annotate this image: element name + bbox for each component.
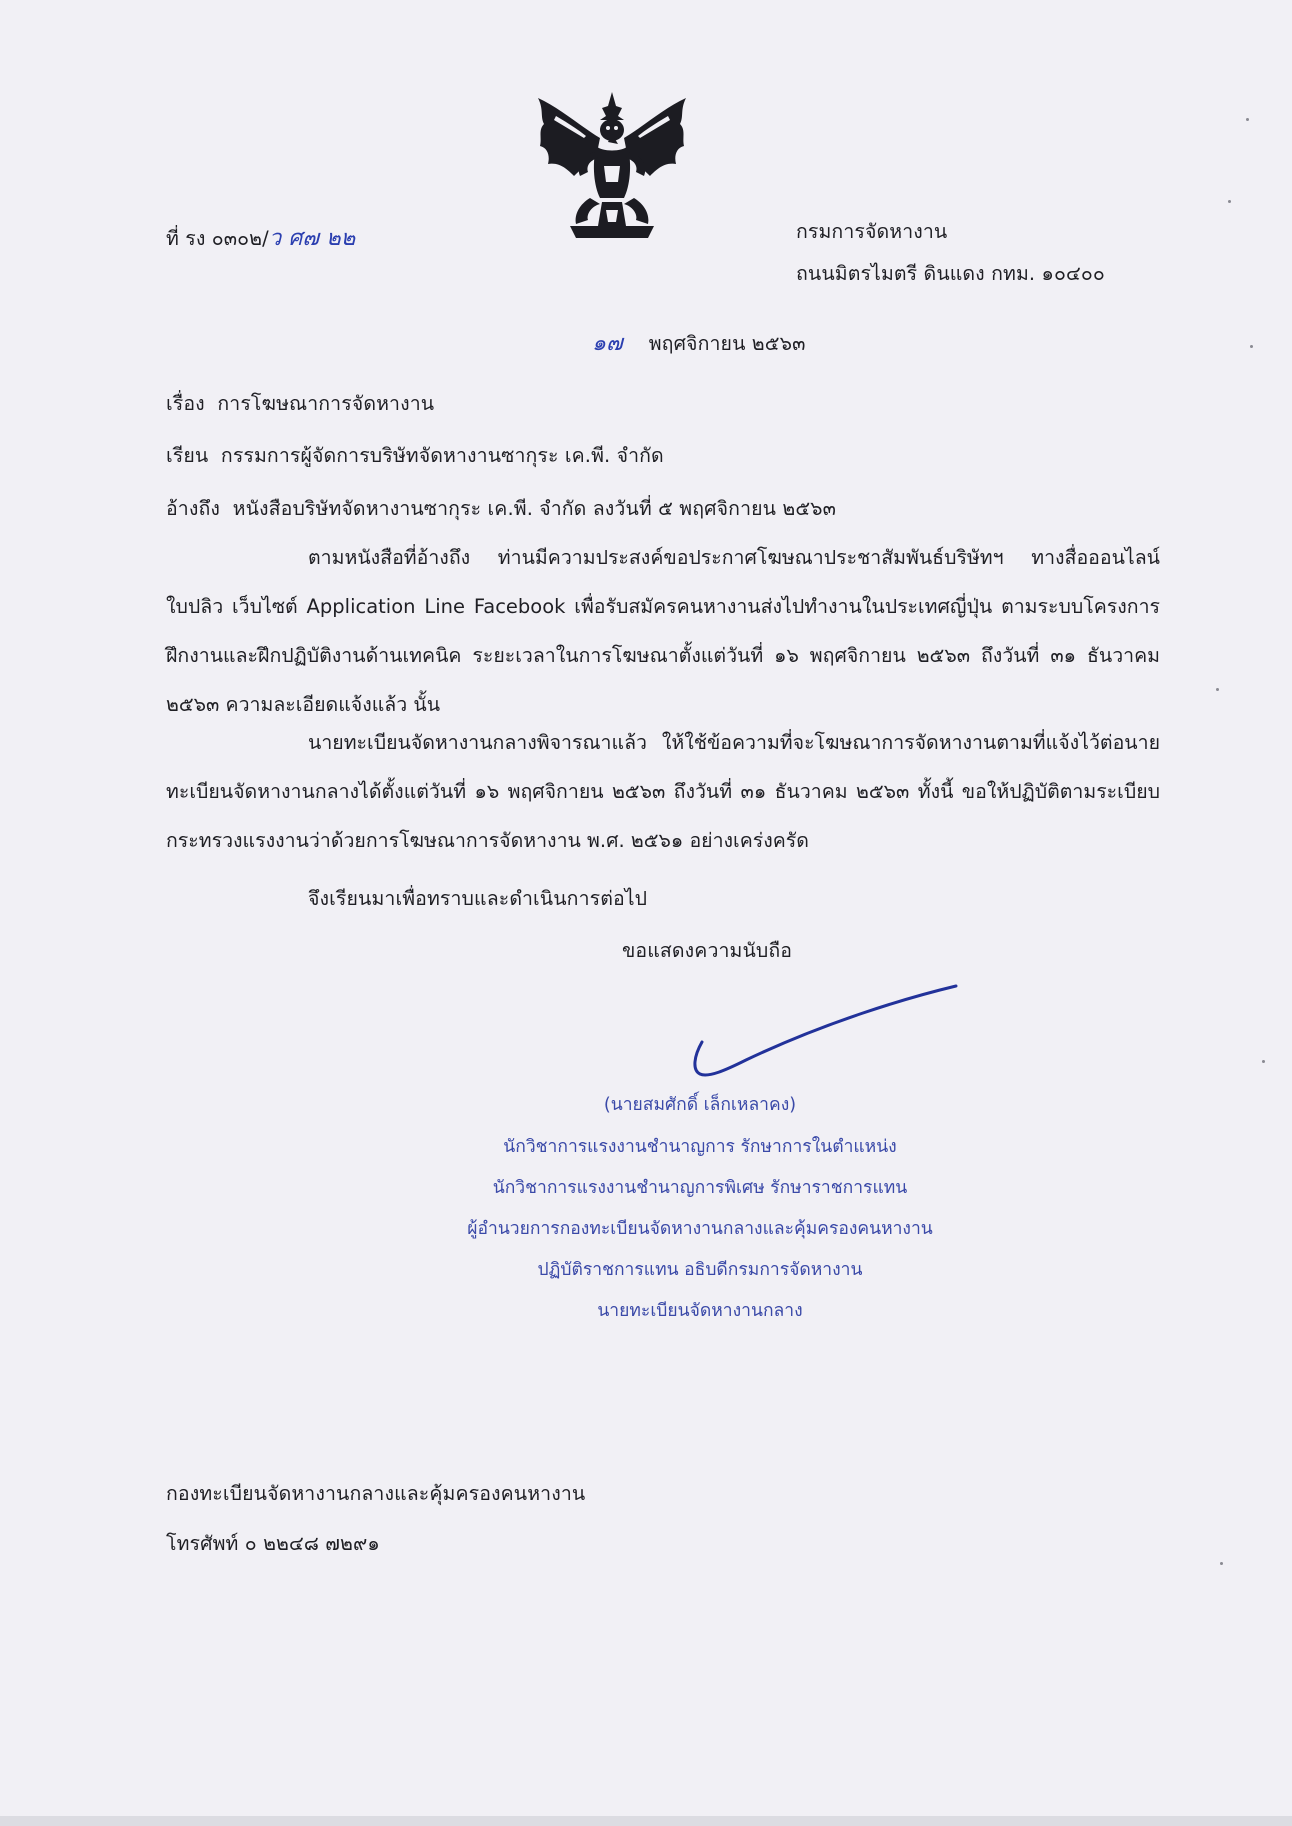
recipient-line bbox=[166, 440, 664, 471]
body-paragraph-2 bbox=[166, 718, 1160, 865]
signatory-position-3: ผู้อำนวยการกองทะเบียนจัดหางานกลางและคุ้มครองคนหางาน bbox=[467, 1219, 933, 1239]
date-day-handwritten: ๑๗ bbox=[592, 331, 623, 356]
recipient-value: กรรมการผู้จัดการบริษัทจัดหางานซากุระ เค.พี. จำกัด bbox=[220, 444, 664, 467]
body-paragraph-3: จึงเรียนมาเพื่อทราบและดำเนินการต่อไป bbox=[308, 887, 648, 910]
footer-division: กองทะเบียนจัดหางานกลางและคุ้มครองคนหางาน bbox=[166, 1482, 586, 1505]
body-paragraph-1 bbox=[166, 533, 1160, 729]
reference-value: หนังสือบริษัทจัดหางานซากุระ เค.พี. จำกัด ลงวันที่ ๕ พฤศจิกายน ๒๕๖๓ bbox=[232, 497, 837, 520]
signature-icon bbox=[686, 982, 966, 1086]
scan-speck bbox=[1216, 688, 1219, 691]
signatory-position-1: นักวิชาการแรงงานชำนาญการ รักษาการในตำแหน่ง bbox=[503, 1137, 897, 1157]
signatory-position-2: นักวิชาการแรงงานชำนาญการพิเศษ รักษาราชการแทน bbox=[492, 1178, 908, 1198]
subject-line bbox=[166, 388, 434, 419]
closing: ขอแสดงความนับถือ bbox=[622, 939, 793, 962]
reference-handwritten: ว ศ๗ ๒๒ bbox=[268, 226, 356, 251]
office-address: ถนนมิตรไมตรี ดินแดง กทม. ๑๐๔๐๐ bbox=[796, 262, 1105, 285]
reference-prefix: ที่ รง ๐๓๐๒/ bbox=[166, 227, 269, 250]
reference-number bbox=[166, 220, 355, 255]
scan-speck bbox=[1246, 118, 1249, 121]
signatory-position-5: นายทะเบียนจัดหางานกลาง bbox=[597, 1301, 803, 1321]
body-paragraph-1-text: ตามหนังสือที่อ้างถึง ท่านมีความประสงค์ขอประกาศโฆษณาประชาสัมพันธ์บริษัทฯ ทางสื่อออนไลน์ ใบปลิว เว็บไซต์ Application Line Facebook เพื่อรับสมัครคนหางานส่งไปทำงานในประเทศญี่ปุ่น ตามระบบโครงการฝึกงานและฝึกปฏิบัติงานด้านเทคนิค ระยะเวลาในการโฆษณาตั้งแต่วันที่ ๑๖ พฤศจิกายน ๒๕๖๓ ถึงวันที่ ๓๑ ธันวาคม ๒๕๖๓ ความละเอียดแจ้งแล้ว นั้น bbox=[166, 546, 1160, 716]
subject-label: เรื่อง bbox=[166, 392, 205, 415]
scan-speck bbox=[1262, 1060, 1265, 1063]
garuda-emblem-icon bbox=[530, 86, 695, 244]
scan-bottom-edge bbox=[0, 1816, 1292, 1826]
reference-line bbox=[166, 493, 836, 524]
scan-speck bbox=[1228, 200, 1231, 203]
date-month-year: พฤศจิกายน ๒๕๖๓ bbox=[648, 332, 806, 355]
scan-speck bbox=[1250, 345, 1253, 348]
recipient-label: เรียน bbox=[166, 444, 209, 467]
reference-label: อ้างถึง bbox=[166, 497, 221, 520]
letter-date bbox=[592, 325, 806, 360]
scan-speck bbox=[1220, 1562, 1223, 1565]
signatory-position-4: ปฏิบัติราชการแทน อธิบดีกรมการจัดหางาน bbox=[537, 1260, 863, 1280]
subject-value: การโฆษณาการจัดหางาน bbox=[217, 392, 435, 415]
body-paragraph-2-text: นายทะเบียนจัดหางานกลางพิจารณาแล้ว ให้ใช้ข้อความที่จะโฆษณาการจัดหางานตามที่แจ้งไว้ต่อนายทะเบียนจัดหางานกลางได้ตั้งแต่วันที่ ๑๖ พฤศจิกายน ๒๕๖๓ ถึงวันที่ ๓๑ ธันวาคม ๒๕๖๓ ทั้งนี้ ขอให้ปฏิบัติตามระเบียบกระทรวงแรงงานว่าด้วยการโฆษณาการจัดหางาน พ.ศ. ๒๕๖๑ อย่างเคร่งครัด bbox=[166, 731, 1160, 852]
office-name: กรมการจัดหางาน bbox=[796, 220, 948, 243]
signatory-name: (นายสมศักดิ์ เล็กเหลาคง) bbox=[603, 1095, 797, 1115]
footer-phone: โทรศัพท์ ๐ ๒๒๔๘ ๗๒๙๑ bbox=[166, 1532, 380, 1555]
